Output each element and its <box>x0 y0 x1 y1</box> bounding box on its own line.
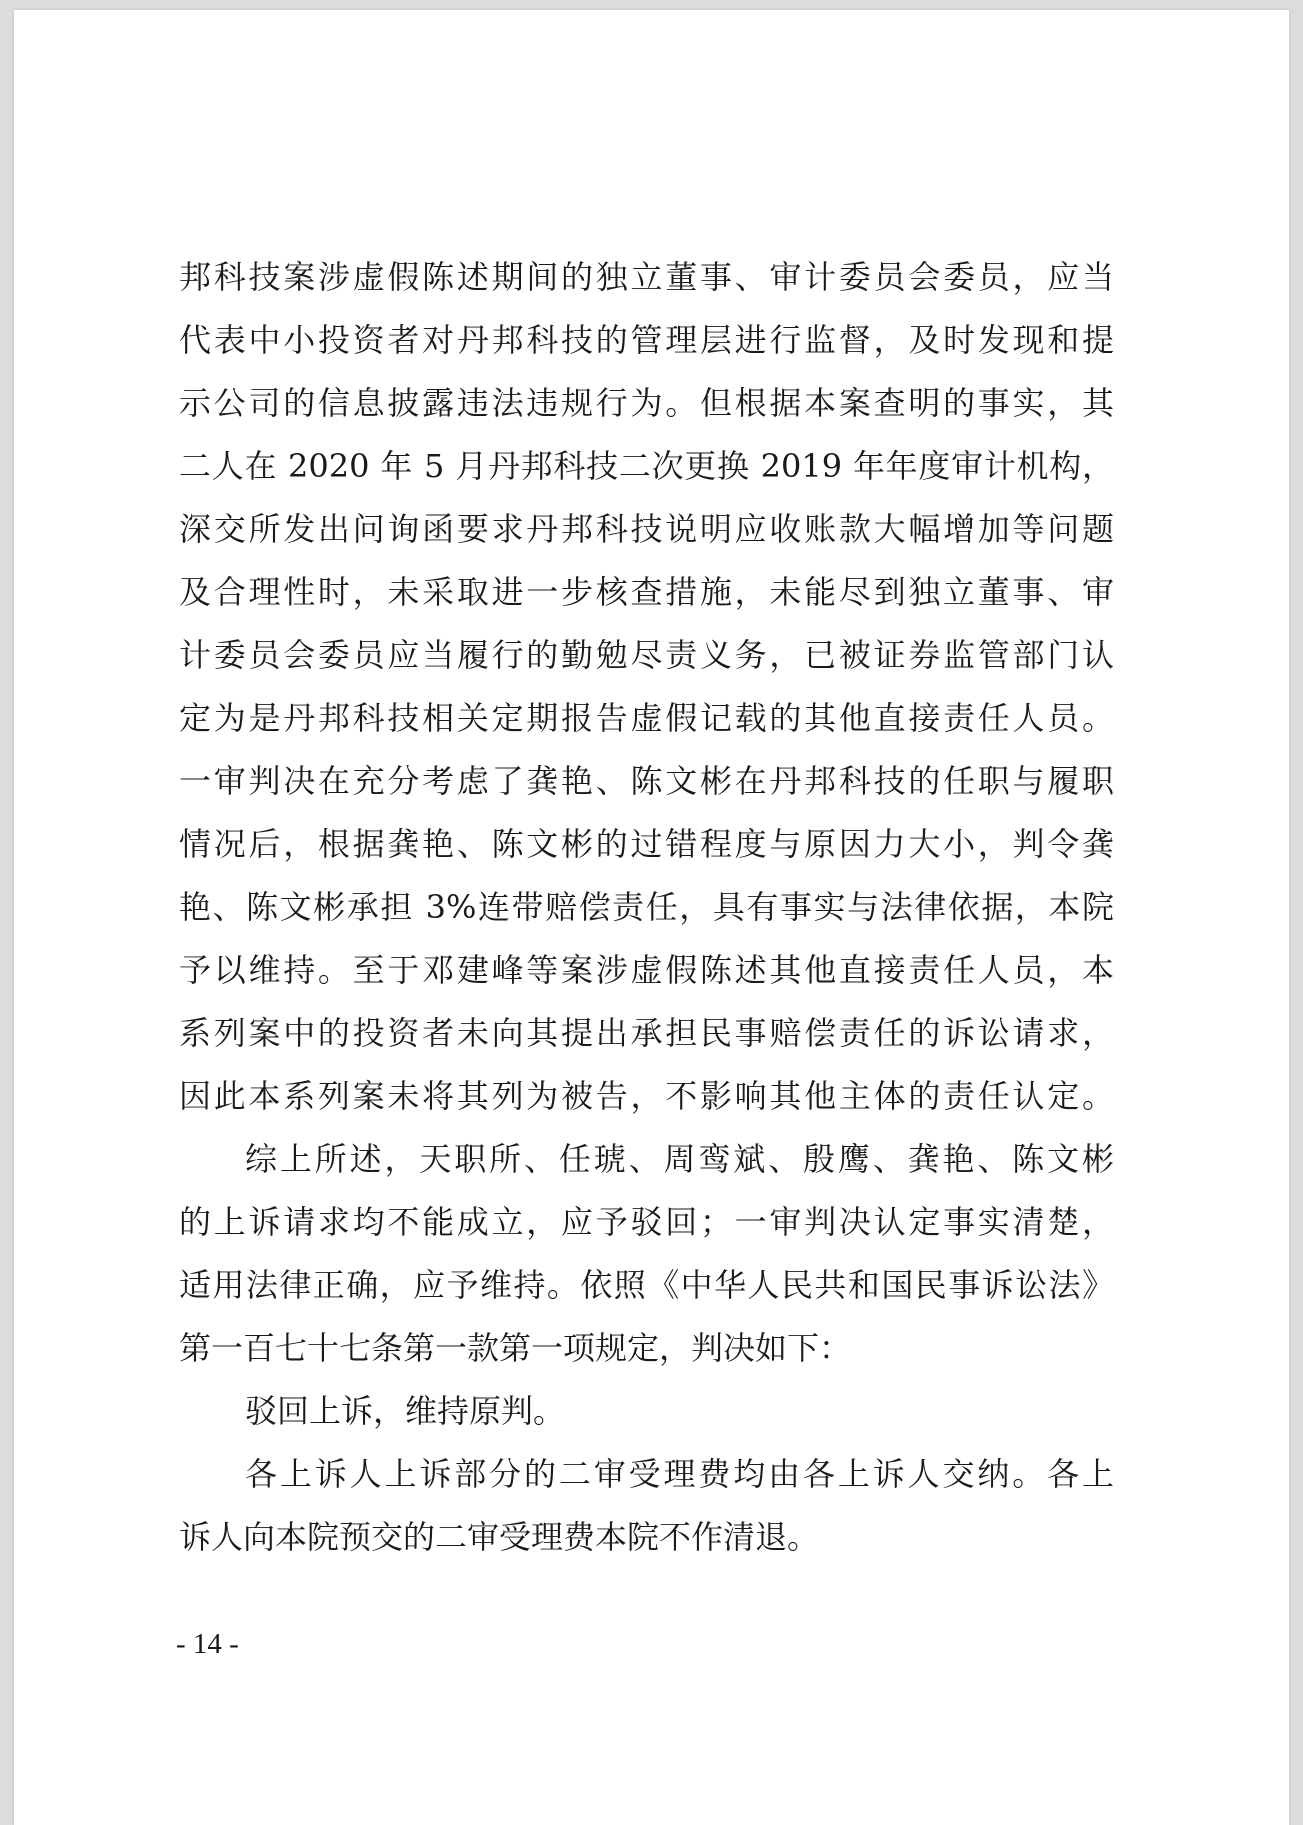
text-line: 二人在 2020 年 5 月丹邦科技二次更换 2019 年年度审计机构， <box>179 447 1114 485</box>
text-line: 深交所发出问询函要求丹邦科技说明应收账款大幅增加等问题 <box>179 510 1114 548</box>
text-line: 驳回上诉，维持原判。 <box>245 1392 566 1430</box>
text-line: 综上所述，天职所、任琥、周鸾斌、殷鹰、龚艳、陈文彬 <box>245 1140 1114 1178</box>
text-line: 系列案中的投资者未向其提出承担民事赔偿责任的诉讼请求， <box>179 1014 1114 1052</box>
text-line: 第一百七十七条第一款第一项规定，判决如下： <box>179 1329 852 1367</box>
text-line: 各上诉人上诉部分的二审受理费均由各上诉人交纳。各上 <box>245 1455 1114 1493</box>
text-line: 计委员会委员应当履行的勤勉尽责义务，已被证券监管部门认 <box>179 636 1114 674</box>
text-line: 予以维持。至于邓建峰等案涉虚假陈述其他直接责任人员，本 <box>179 951 1114 989</box>
body-text <box>179 246 1114 1569</box>
text-line: 定为是丹邦科技相关定期报告虚假记载的其他直接责任人员。 <box>179 699 1114 737</box>
page-number: - 14 - <box>176 1628 239 1660</box>
text-line: 艳、陈文彬承担 3%连带赔偿责任，具有事实与法律依据，本院 <box>179 888 1114 926</box>
text-line: 邦科技案涉虚假陈述期间的独立董事、审计委员会委员，应当 <box>179 258 1114 296</box>
text-line: 诉人向本院预交的二审受理费本院不作清退。 <box>179 1518 820 1556</box>
text-line: 因此本系列案未将其列为被告，不影响其他主体的责任认定。 <box>179 1077 1114 1115</box>
document-page <box>14 10 1289 1825</box>
text-line: 适用法律正确，应予维持。依照《中华人民共和国民事诉讼法》 <box>179 1266 1114 1304</box>
text-line: 代表中小投资者对丹邦科技的管理层进行监督，及时发现和提 <box>179 321 1114 359</box>
text-line: 情况后，根据龚艳、陈文彬的过错程度与原因力大小，判令龚 <box>179 825 1114 863</box>
text-line: 的上诉请求均不能成立，应予驳回；一审判决认定事实清楚， <box>179 1203 1114 1241</box>
text-line: 及合理性时，未采取进一步核查措施，未能尽到独立董事、审 <box>179 573 1114 611</box>
text-line: 一审判决在充分考虑了龚艳、陈文彬在丹邦科技的任职与履职 <box>179 762 1114 800</box>
text-line: 示公司的信息披露违法违规行为。但根据本案查明的事实，其 <box>179 384 1114 422</box>
